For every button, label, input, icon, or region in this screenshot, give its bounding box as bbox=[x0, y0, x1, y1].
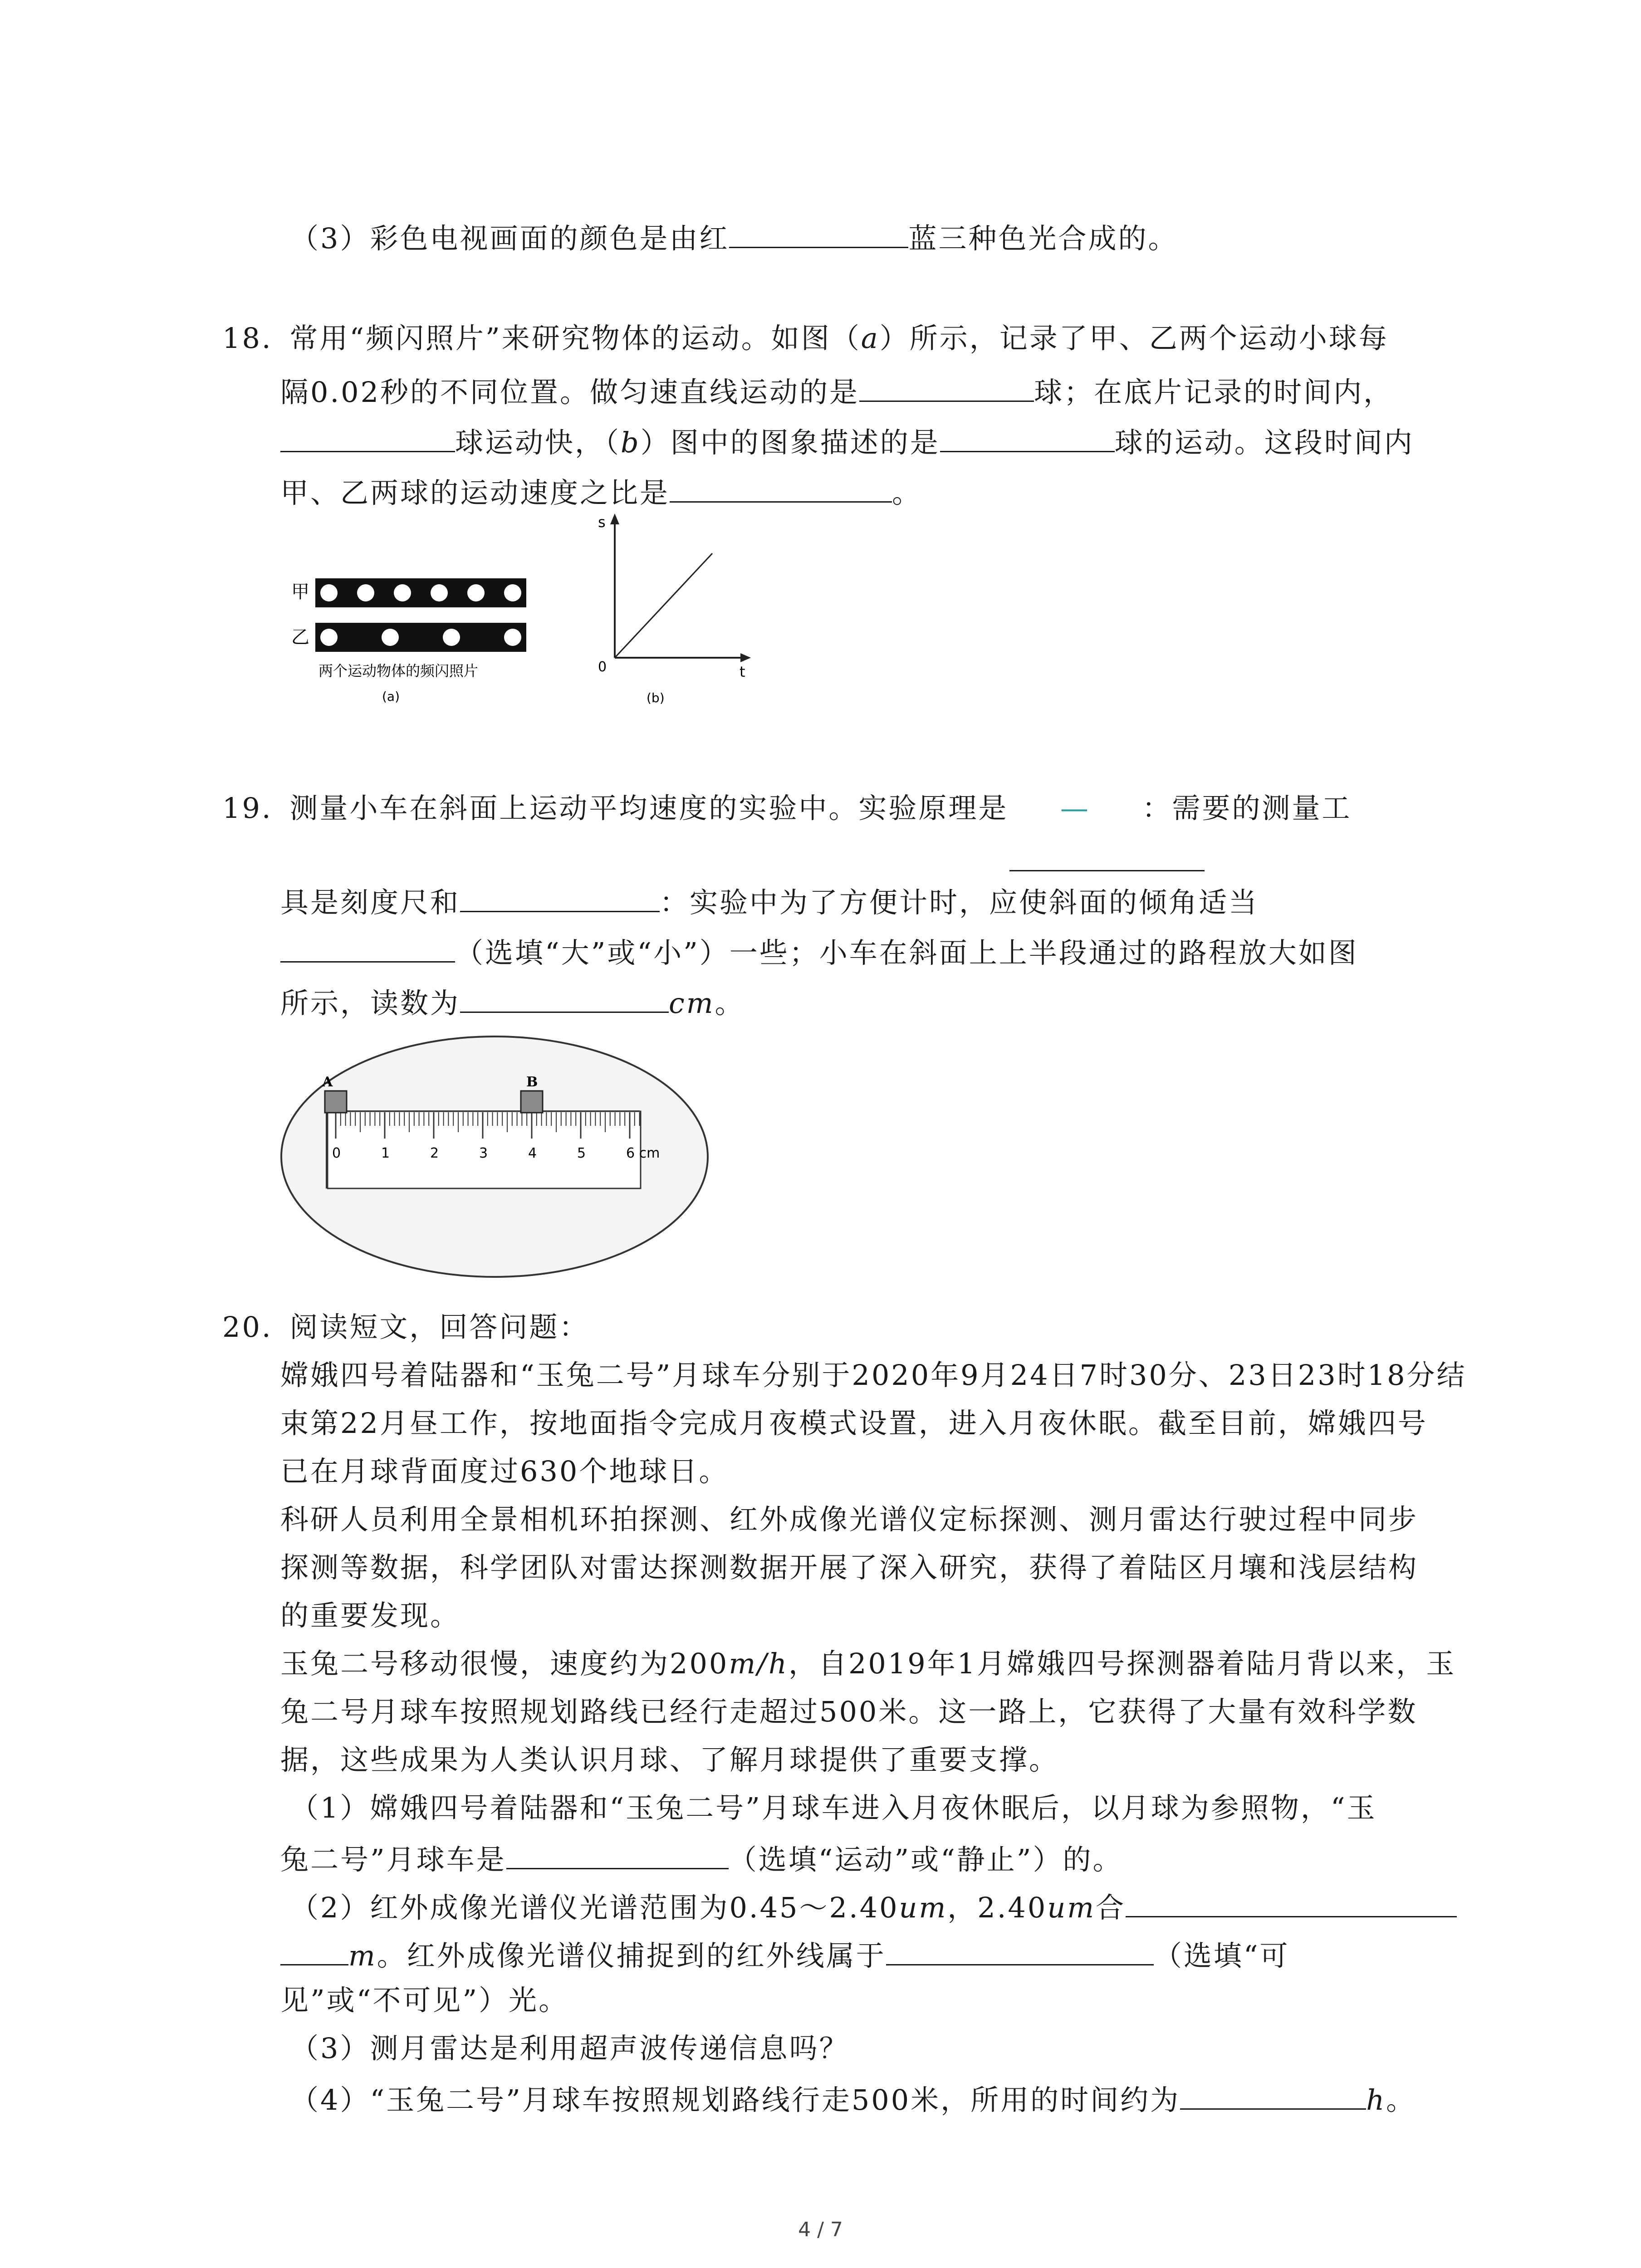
answer-blank[interactable] bbox=[460, 982, 669, 1013]
q20-sub3: （3）测月雷达是利用超声波传递信息吗？ bbox=[290, 2032, 849, 2065]
q20-text: 合 bbox=[1096, 1891, 1126, 1924]
answer-blank[interactable] bbox=[280, 421, 455, 452]
ruler-tick-label: 6 cm bbox=[626, 1145, 660, 1161]
q19-text-tail: ：需要的测量工 bbox=[1142, 792, 1352, 825]
q19-text: （选填“大”或“小”）一些；小车在斜面上上半段通过的路程放大如图 bbox=[455, 936, 1358, 969]
ruler-tick-label: 4 bbox=[528, 1145, 537, 1161]
row-jia-label: 甲 bbox=[291, 582, 309, 602]
car-marker-a bbox=[325, 1091, 347, 1113]
q19-text: 所示，读数为 bbox=[280, 987, 460, 1020]
answer-blank[interactable] bbox=[670, 471, 892, 503]
q18-text-tail: 。 bbox=[892, 476, 922, 509]
q20-text-tail: ，自2019年1月嫦娥四号探测器着陆月背以来，玉 bbox=[788, 1647, 1456, 1680]
q20-para1-line3: 已在月球背面度过630个地球日。 bbox=[280, 1455, 729, 1488]
q18-fig-a-ref: a bbox=[861, 322, 880, 355]
q18-text-tail: 球的运动。这段时间内 bbox=[1114, 426, 1414, 459]
q20-sub1-line2 bbox=[280, 1838, 1123, 1878]
ruler-tick-label: 3 bbox=[479, 1145, 488, 1161]
q19-line3 bbox=[280, 931, 1358, 971]
ruler-svg bbox=[277, 1030, 721, 1284]
q19-line1 bbox=[222, 790, 1352, 826]
q20-sub4 bbox=[290, 2078, 1416, 2118]
car-marker-b bbox=[521, 1091, 543, 1113]
figure-tag-a: (a) bbox=[382, 689, 400, 704]
unit-m-per-h: m/h bbox=[729, 1647, 789, 1680]
q20-text: ，2.40 bbox=[947, 1891, 1048, 1924]
q17-item3 bbox=[290, 217, 1178, 257]
q18-line4 bbox=[280, 471, 922, 511]
ball-jia bbox=[431, 584, 448, 601]
ball-yi bbox=[443, 629, 460, 646]
q19-line4 bbox=[280, 982, 745, 1022]
figure-caption: 两个运动物体的频闪照片 bbox=[318, 662, 479, 679]
q18-text: ）图中的图象描述的是 bbox=[640, 426, 940, 459]
ball-yi bbox=[320, 629, 338, 646]
ruler-tick-label: 0 bbox=[332, 1145, 341, 1161]
q20-sub2-line3: 见”或“不可见”）光。 bbox=[280, 1984, 569, 2017]
ball-jia bbox=[504, 584, 521, 601]
q18-fig-b-ref: b bbox=[621, 426, 641, 459]
ball-yi bbox=[382, 629, 399, 646]
marker-a-label: A bbox=[322, 1074, 333, 1090]
ball-jia bbox=[320, 584, 338, 601]
row-yi-label: 乙 bbox=[291, 627, 309, 648]
strobe-strip-yi bbox=[315, 623, 526, 652]
s-axis-label: s bbox=[598, 513, 606, 531]
q20-sub2-line1 bbox=[290, 1886, 1457, 1926]
answer-blank[interactable] bbox=[280, 1934, 348, 1965]
q18-line3 bbox=[280, 421, 1414, 461]
s-t-graph-figure bbox=[590, 508, 780, 717]
unit-um: um bbox=[899, 1891, 948, 1924]
q18-text: 隔0.02秒的不同位置。做匀速直线运动的是 bbox=[280, 376, 860, 409]
q20-sub1-line1: （1）嫦娥四号着陆器和“玉兔二号”月球车进入月夜休眠后，以月球为参照物，“玉 bbox=[290, 1791, 1377, 1824]
q17-item3-tail: 蓝三种色光合成的。 bbox=[908, 222, 1178, 255]
answer-blank[interactable] bbox=[859, 371, 1034, 402]
q19-text-tail: ：实验中为了方便计时，应使斜面的倾角适当 bbox=[660, 886, 1259, 919]
q19-line2 bbox=[280, 881, 1259, 921]
q20-para3-line1 bbox=[280, 1646, 1456, 1682]
unit-m: m bbox=[348, 1939, 377, 1972]
answer-blank[interactable] bbox=[460, 881, 660, 912]
fraction-dash: — bbox=[1060, 792, 1090, 825]
origin-label: 0 bbox=[598, 659, 607, 675]
answer-blank[interactable] bbox=[729, 217, 908, 248]
q19-text: 测量小车在斜面上运动平均速度的实验中。实验原理是 bbox=[289, 792, 1009, 825]
q20-para3-line3: 据，这些成果为人类认识月球、了解月球提供了重要支撑。 bbox=[280, 1743, 1059, 1776]
q19-text: 具是刻度尺和 bbox=[280, 886, 460, 919]
s-t-graph-svg bbox=[590, 508, 780, 717]
q20-line-head bbox=[222, 1309, 589, 1345]
unit-h: h bbox=[1366, 2083, 1386, 2116]
q20-text: （2）红外成像光谱仪光谱范围为0.45～2.40 bbox=[290, 1891, 899, 1924]
q18-text: 常用“频闪照片”来研究物体的运动。如图（ bbox=[289, 322, 861, 355]
t-axis-label: t bbox=[740, 663, 745, 680]
ball-yi bbox=[504, 629, 521, 646]
answer-blank[interactable] bbox=[1009, 870, 1205, 871]
q20-para1-line1: 嫦娥四号着陆器和“玉兔二号”月球车分别于2020年9月24日7时30分、23日23时18分结 bbox=[280, 1359, 1467, 1392]
q19-text-tail: 。 bbox=[715, 987, 745, 1020]
q20-text: 兔二号”月球车是 bbox=[280, 1843, 506, 1876]
answer-blank[interactable] bbox=[280, 931, 455, 963]
q18-line2 bbox=[280, 371, 1393, 411]
question-number: 19. bbox=[222, 792, 273, 825]
figure-tag-b: (b) bbox=[647, 690, 665, 705]
ball-jia bbox=[357, 584, 374, 601]
q20-para2-line3: 的重要发现。 bbox=[280, 1599, 460, 1632]
s-axis-arrow bbox=[610, 513, 619, 524]
answer-blank[interactable] bbox=[506, 1838, 729, 1869]
q20-text-tail: （选填“运动”或“静止”）的。 bbox=[728, 1843, 1123, 1876]
answer-blank[interactable] bbox=[1126, 1886, 1457, 1917]
question-number: 20. bbox=[222, 1310, 273, 1344]
strobe-photo-figure bbox=[281, 569, 540, 714]
answer-blank[interactable] bbox=[886, 1934, 1154, 1965]
q17-item3-text: （3）彩色电视画面的颜色是由红 bbox=[290, 222, 730, 255]
q20-para3-line2: 兔二号月球车按照规划路线已经行走超过500米。这一路上，它获得了大量有效科学数 bbox=[280, 1695, 1418, 1728]
q18-text: 甲、乙两球的运动速度之比是 bbox=[280, 476, 670, 509]
question-number: 18. bbox=[222, 322, 273, 355]
answer-blank[interactable] bbox=[940, 421, 1115, 452]
q20-text: 。红外成像光谱仪捕捉到的红外线属于 bbox=[377, 1939, 886, 1972]
ruler-tick-label: 1 bbox=[381, 1145, 390, 1161]
marker-b-label: B bbox=[526, 1074, 538, 1090]
q20-heading: 阅读短文，回答问题： bbox=[289, 1310, 589, 1344]
q20-text-tail: （选填“可 bbox=[1153, 1939, 1290, 1972]
ruler-figure bbox=[277, 1030, 721, 1284]
unit-cm: cm bbox=[669, 987, 715, 1020]
s-t-line bbox=[615, 553, 712, 658]
q18-line1 bbox=[222, 320, 1389, 357]
q20-text-tail: 。 bbox=[1386, 2083, 1416, 2116]
q20-text: 玉兔二号移动很慢，速度约为200 bbox=[280, 1647, 729, 1680]
ruler-tick-label: 5 bbox=[577, 1145, 586, 1161]
q20-sub2-line2 bbox=[280, 1934, 1290, 1974]
ruler-tick-label: 2 bbox=[430, 1145, 439, 1161]
ball-jia bbox=[394, 584, 411, 601]
t-axis-arrow bbox=[740, 653, 751, 662]
q20-para1-line2: 束第22月昼工作，按地面指令完成月夜模式设置，进入月夜休眠。截至目前，嫦娥四号 bbox=[280, 1407, 1428, 1440]
q20-para2-line1: 科研人员利用全景相机环拍探测、红外成像光谱仪定标探测、测月雷达行驶过程中同步 bbox=[280, 1503, 1419, 1536]
q18-text-tail: ）所示，记录了甲、乙两个运动小球每 bbox=[879, 322, 1389, 355]
q20-para2-line2: 探测等数据，科学团队对雷达探测数据开展了深入研究，获得了着陆区月壤和浅层结构 bbox=[280, 1551, 1419, 1584]
ball-jia bbox=[467, 584, 485, 601]
strobe-photo-svg bbox=[281, 569, 540, 714]
unit-um: um bbox=[1047, 1891, 1096, 1924]
q18-text: 球运动快，（ bbox=[455, 426, 621, 459]
strobe-strip-jia bbox=[315, 578, 526, 607]
page-number: 4 / 7 bbox=[798, 2218, 843, 2241]
q20-text: （4）“玉兔二号”月球车按照规划路线行走500米，所用的时间约为 bbox=[290, 2083, 1181, 2116]
answer-blank[interactable] bbox=[1180, 2078, 1366, 2110]
q18-text-tail: 球；在底片记录的时间内， bbox=[1034, 376, 1394, 409]
